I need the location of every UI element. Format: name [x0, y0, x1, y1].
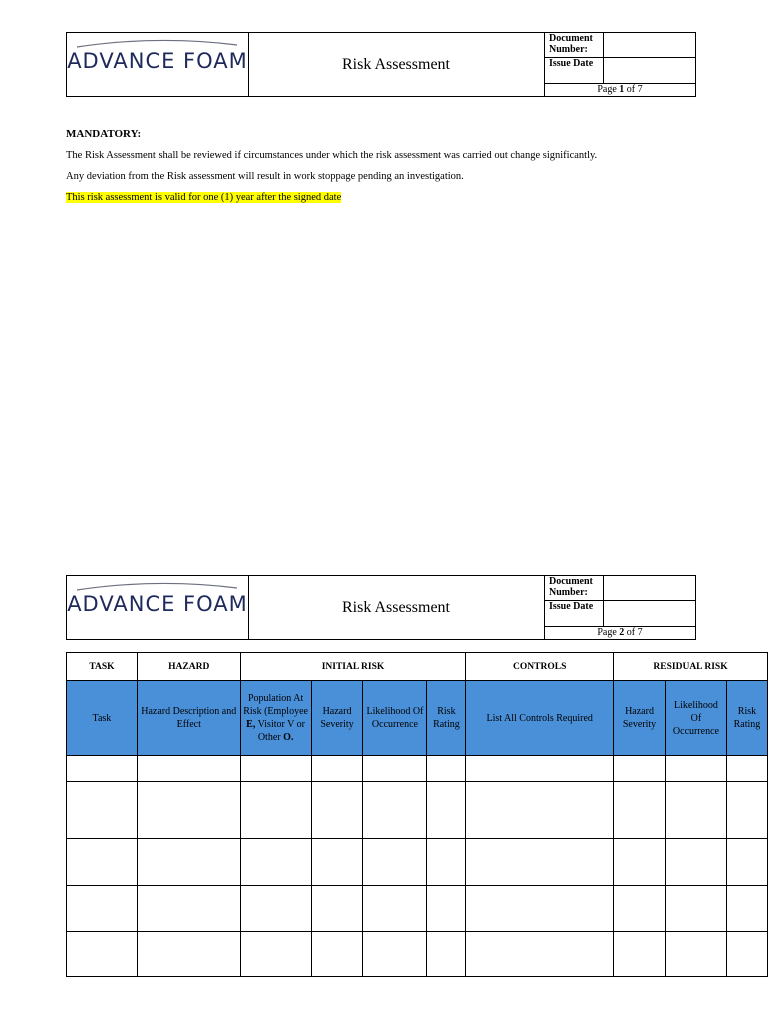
col-rating: Risk Rating: [427, 681, 466, 756]
risk-assessment-table: [66, 652, 768, 977]
group-task: TASK: [67, 653, 138, 681]
doc-number-value: [603, 576, 696, 600]
col-res-likelihood: Likelihood Of Occurrence: [665, 681, 726, 756]
issue-date-label: Issue Date: [549, 601, 594, 612]
issue-date-row: [545, 58, 695, 84]
doc-number-row: [545, 576, 695, 601]
validity-highlight: This risk assessment is valid for one (1) year after the signed date: [66, 192, 342, 203]
page2-header: [66, 575, 696, 640]
mandatory-notes: [66, 128, 706, 213]
table-row: [67, 756, 768, 782]
page-indicator: Page 1 of 7: [597, 84, 643, 95]
doc-number-value: [603, 33, 696, 57]
table-row: [67, 886, 768, 932]
group-controls: CONTROLS: [466, 653, 614, 681]
group-residual-risk: RESIDUAL RISK: [614, 653, 768, 681]
document-title: Risk Assessment: [341, 55, 450, 73]
mandatory-heading: MANDATORY:: [66, 128, 142, 140]
doc-number-row: [545, 33, 695, 58]
group-header-row: [67, 653, 768, 681]
col-res-rating: Risk Rating: [726, 681, 767, 756]
table-row: [67, 782, 768, 839]
document-meta: [544, 33, 695, 96]
issue-date-value: [603, 58, 696, 83]
note-line-2: Any deviation from the Risk assessment will result in work stoppage pending an investigation.: [66, 171, 464, 182]
doc-number-label: Document Number:: [549, 576, 593, 598]
col-controls: List All Controls Required: [466, 681, 614, 756]
col-hazard: Hazard Description and Effect: [137, 681, 240, 756]
logo-text: ADVANCE FOAM: [67, 49, 248, 73]
table-row: [67, 839, 768, 886]
document-meta: [544, 576, 695, 639]
issue-date-row: [545, 601, 695, 627]
doc-number-label: Document Number:: [549, 33, 593, 55]
col-population: Population At Risk (Employee E, Visitor V or Other O.: [240, 681, 311, 756]
document-title: Risk Assessment: [341, 598, 450, 616]
table-row: [67, 932, 768, 977]
company-logo: [67, 33, 249, 96]
col-likelihood: Likelihood Of Occurrence: [363, 681, 427, 756]
note-line-1: The Risk Assessment shall be reviewed if circumstances under which the risk assessment was carried out change significantly.: [66, 150, 598, 161]
col-res-severity: Hazard Severity: [614, 681, 666, 756]
issue-date-label: Issue Date: [549, 58, 594, 69]
group-initial-risk: INITIAL RISK: [240, 653, 466, 681]
company-logo: [67, 576, 249, 639]
col-severity: Hazard Severity: [311, 681, 363, 756]
logo-text: ADVANCE FOAM: [67, 592, 248, 616]
column-header-row: [67, 681, 768, 756]
page1-header: [66, 32, 696, 97]
issue-date-value: [603, 601, 696, 626]
col-task: Task: [67, 681, 138, 756]
page-indicator: Page 2 of 7: [597, 627, 643, 638]
group-hazard: HAZARD: [137, 653, 240, 681]
